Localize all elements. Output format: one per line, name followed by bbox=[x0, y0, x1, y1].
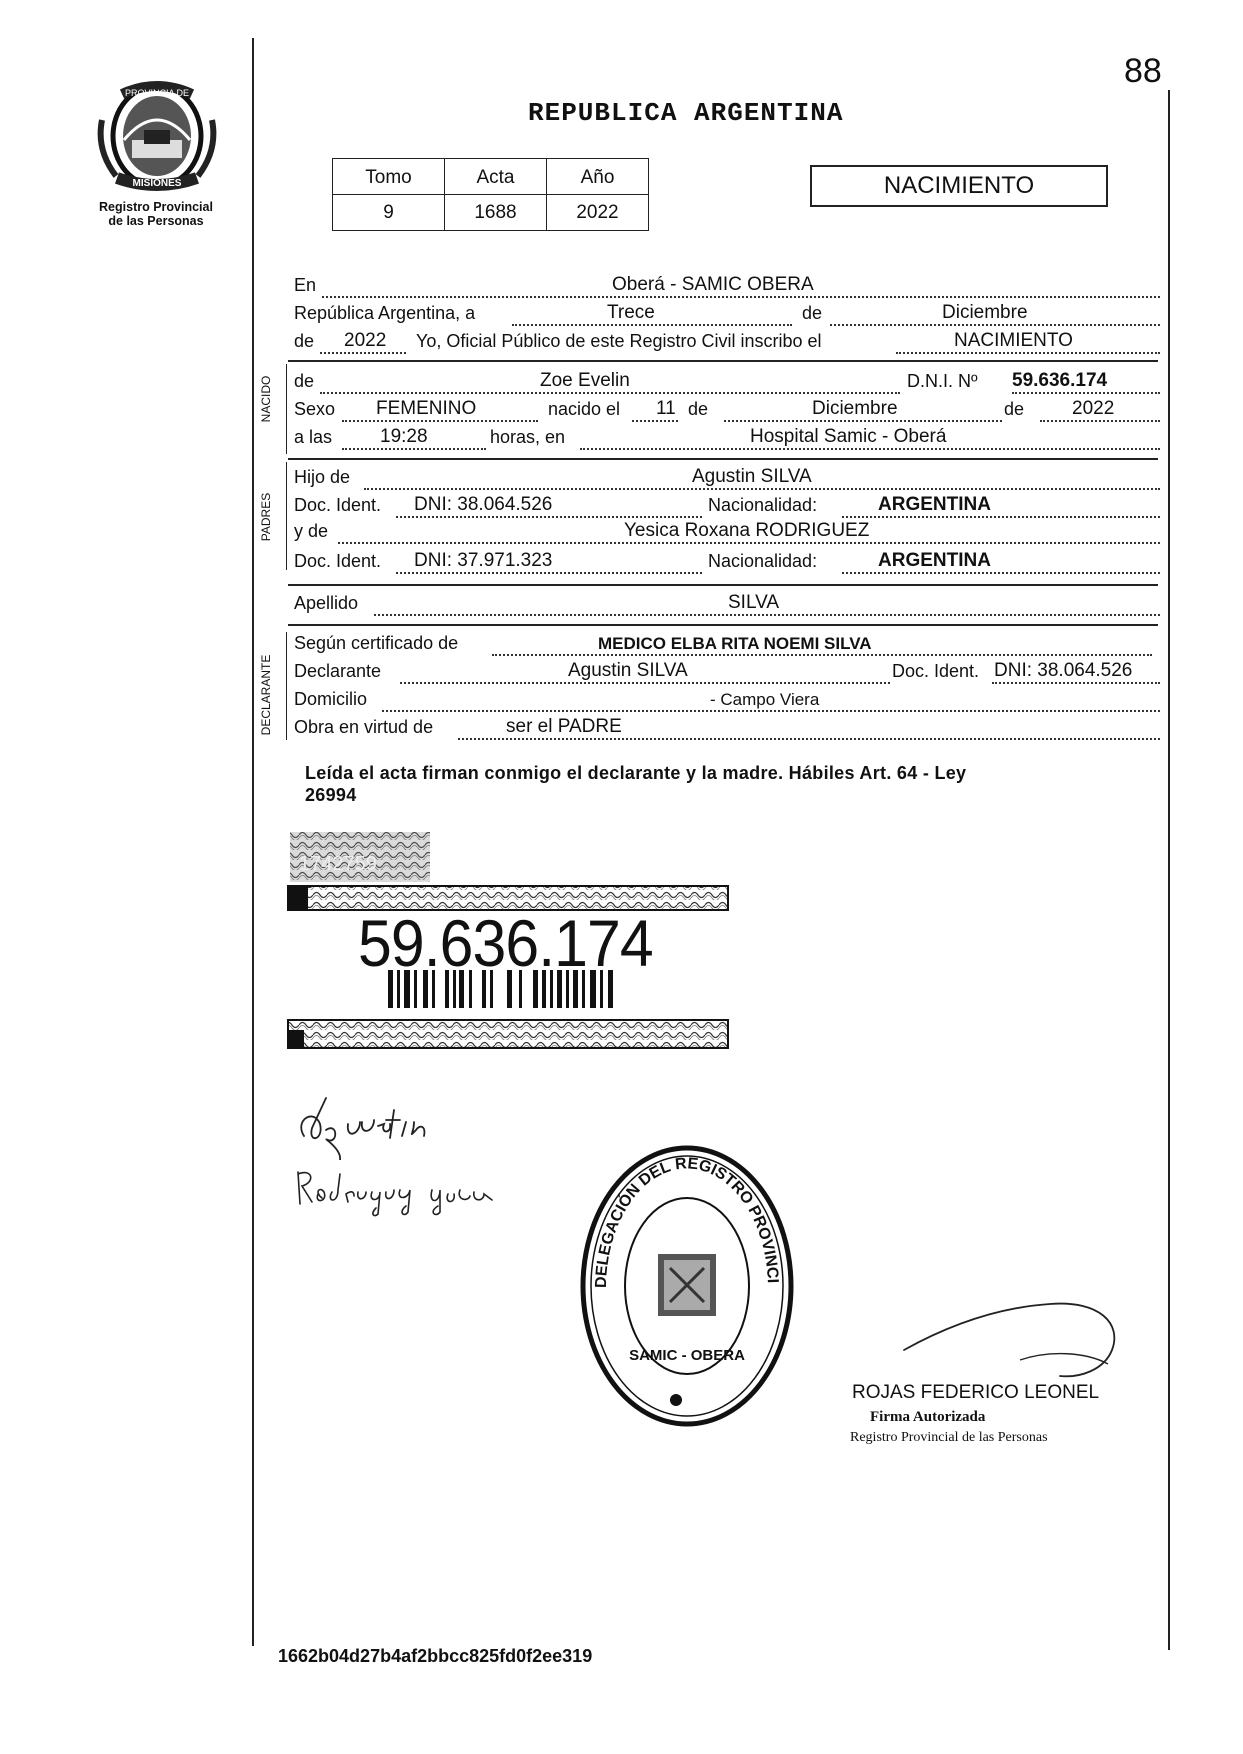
row-apellido bbox=[292, 588, 1162, 616]
row-hijo-de bbox=[292, 462, 1162, 490]
mother-nationality-label: Nacionalidad: bbox=[708, 551, 818, 571]
nacido-bracket bbox=[286, 364, 287, 454]
document-hash: 1662b04d27b4af2bbcc825fd0f2ee319 bbox=[278, 1646, 593, 1666]
row-fecha bbox=[292, 298, 1162, 326]
birth-year-value: 2022 bbox=[1072, 398, 1115, 419]
mother-signature bbox=[292, 1164, 532, 1224]
row-domicilio bbox=[292, 684, 1162, 712]
act-type-box: NACIMIENTO bbox=[810, 165, 1108, 207]
row-inscribo bbox=[292, 326, 1162, 354]
father-doc-label: Doc. Ident. bbox=[294, 495, 382, 515]
de-label-3: de bbox=[294, 371, 315, 391]
father-nationality-label: Nacionalidad: bbox=[708, 495, 818, 515]
row-certificado bbox=[292, 628, 1162, 656]
country-title: REPUBLICA ARGENTINA bbox=[528, 98, 844, 128]
section-divider-padres bbox=[288, 458, 1158, 460]
section-divider-apellido bbox=[288, 584, 1158, 586]
child-dni-value: 59.636.174 bbox=[1012, 370, 1108, 391]
birth-place-value: Hospital Samic - Oberá bbox=[750, 426, 947, 447]
section-label-declarante: DECLARANTE bbox=[259, 654, 273, 736]
padres-bracket bbox=[286, 462, 287, 570]
horas-en-label: horas, en bbox=[490, 427, 566, 447]
mother-doc-label: Doc. Ident. bbox=[294, 551, 382, 571]
y-de-label: y de bbox=[294, 521, 329, 541]
col-tomo-header: Tomo bbox=[333, 159, 445, 195]
misiones-coat-of-arms-logo bbox=[92, 80, 222, 192]
month-value: Diciembre bbox=[942, 302, 1028, 323]
small-code-text: 1742759 bbox=[299, 853, 377, 875]
inscribo-text: Yo, Oficial Público de este Registro Civil inscribo el bbox=[416, 331, 822, 351]
domicilio-value: - Campo Viera bbox=[710, 690, 820, 709]
year-value: 2022 bbox=[344, 330, 387, 351]
row-nacido-nombre bbox=[292, 366, 1162, 394]
declarante-doc-label: Doc. Ident. bbox=[892, 661, 980, 681]
place-value: Oberá - SAMIC OBERA bbox=[612, 274, 814, 295]
closing-line2: 26994 bbox=[305, 785, 357, 805]
logo-bottom-text: MISIONES bbox=[132, 178, 182, 189]
tomo-value: 9 bbox=[333, 195, 445, 231]
registry-seal-stamp bbox=[576, 1138, 798, 1428]
seal-outer-text: DELEGACIÓN DEL REGISTRO PROVINCI bbox=[592, 1155, 781, 1289]
acta-value: 1688 bbox=[445, 195, 547, 231]
org-caption-line2: de las Personas bbox=[108, 214, 204, 228]
day-words-value: Trece bbox=[607, 302, 655, 323]
dni-label: D.N.I. Nº bbox=[907, 371, 978, 391]
de-label-1: de bbox=[802, 303, 823, 323]
declarante-label: Declarante bbox=[294, 661, 382, 681]
closing-line1: Leída el acta firman conmigo el declarante y la madre. Hábiles Art. 64 - Ley bbox=[305, 763, 967, 783]
apellido-value: SILVA bbox=[728, 592, 780, 613]
de-label-4: de bbox=[688, 399, 709, 419]
left-margin-line bbox=[252, 38, 254, 1646]
hijo-de-label: Hijo de bbox=[294, 467, 351, 487]
de-label-2: de bbox=[294, 331, 315, 351]
father-signature bbox=[290, 1090, 490, 1160]
row-mother-doc bbox=[292, 546, 1162, 574]
hour-value: 19:28 bbox=[380, 426, 428, 447]
seal-inner-text: SAMIC - OBERA bbox=[629, 1347, 745, 1364]
col-acta-header: Acta bbox=[445, 159, 547, 195]
en-label: En bbox=[294, 275, 317, 295]
obra-label: Obra en virtud de bbox=[294, 717, 434, 737]
republica-label: República Argentina, a bbox=[294, 303, 476, 323]
officer-org: Registro Provincial de las Personas bbox=[850, 1430, 1048, 1445]
registry-header-row bbox=[333, 159, 649, 195]
apellido-label: Apellido bbox=[294, 593, 359, 613]
sexo-label: Sexo bbox=[294, 399, 336, 419]
registry-table bbox=[332, 158, 649, 231]
row-hora bbox=[292, 422, 1162, 450]
anio-value: 2022 bbox=[547, 195, 649, 231]
officer-name: ROJAS FEDERICO LEONEL bbox=[852, 1382, 1100, 1403]
closing-statement bbox=[305, 762, 1135, 806]
logo-top-text: PROVINCIA DE bbox=[124, 88, 190, 98]
certificado-label: Según certificado de bbox=[294, 633, 459, 653]
declarante-doc-value: DNI: 38.064.526 bbox=[994, 660, 1133, 681]
de-label-5: de bbox=[1004, 399, 1025, 419]
father-doc-value: DNI: 38.064.526 bbox=[414, 494, 553, 515]
birth-month-value: Diciembre bbox=[812, 398, 898, 419]
a-las-label: a las bbox=[294, 427, 333, 447]
sexo-value: FEMENINO bbox=[376, 398, 477, 419]
birth-day-value: 11 bbox=[656, 398, 676, 419]
row-en bbox=[292, 270, 1162, 298]
section-label-padres: PADRES bbox=[259, 492, 273, 542]
row-declarante bbox=[292, 656, 1162, 684]
child-name-value: Zoe Evelin bbox=[540, 370, 630, 391]
org-caption bbox=[82, 200, 230, 228]
row-y-de bbox=[292, 516, 1162, 544]
dni-large-number: 59.636.174 bbox=[358, 906, 653, 980]
nacido-el-label: nacido el bbox=[548, 399, 621, 419]
row-obra bbox=[292, 712, 1162, 740]
mother-name-value: Yesica Roxana RODRIGUEZ bbox=[624, 520, 870, 541]
father-name-value: Agustin SILVA bbox=[692, 466, 812, 487]
mother-doc-value: DNI: 37.971.323 bbox=[414, 550, 553, 571]
declarante-bracket bbox=[286, 632, 287, 740]
org-caption-line1: Registro Provincial bbox=[99, 200, 213, 214]
mother-nationality-value: ARGENTINA bbox=[878, 550, 991, 571]
page-number: 88 bbox=[1124, 52, 1162, 90]
declarante-value: Agustin SILVA bbox=[568, 660, 688, 681]
section-divider-nacido bbox=[288, 360, 1158, 362]
certificado-value: MEDICO ELBA RITA NOEMI SILVA bbox=[598, 634, 872, 653]
officer-role: Firma Autorizada bbox=[870, 1409, 986, 1425]
registry-value-row bbox=[333, 195, 649, 231]
row-father-doc bbox=[292, 490, 1162, 518]
right-margin-line bbox=[1168, 90, 1170, 1650]
act-value: NACIMIENTO bbox=[954, 330, 1073, 351]
col-anio-header: Año bbox=[547, 159, 649, 195]
section-label-nacido: NACIDO bbox=[259, 375, 273, 423]
obra-value: ser el PADRE bbox=[506, 716, 622, 737]
domicilio-label: Domicilio bbox=[294, 689, 368, 709]
officer-signature bbox=[900, 1290, 1140, 1390]
father-nationality-value: ARGENTINA bbox=[878, 494, 991, 515]
section-divider-declarante bbox=[288, 624, 1158, 626]
row-sexo bbox=[292, 394, 1162, 422]
